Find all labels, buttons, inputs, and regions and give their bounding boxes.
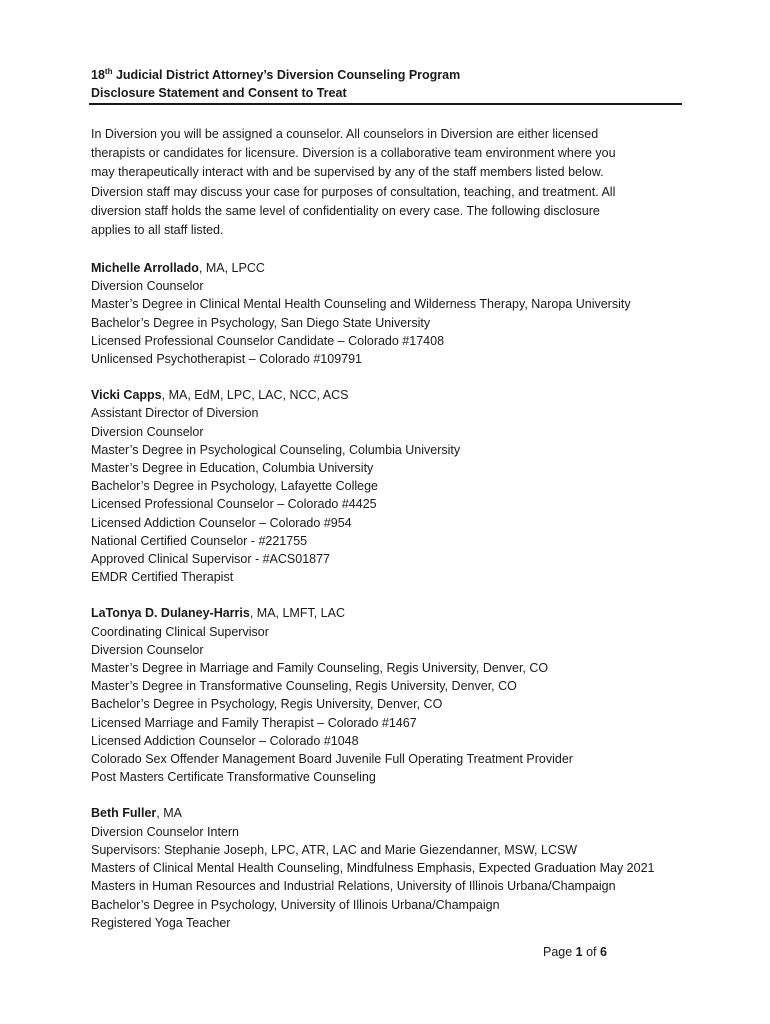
header-divider [89,103,682,105]
staff-detail-line: Colorado Sex Offender Management Board Juvenile Full Operating Treatment Provider [91,752,573,767]
title-ordinal-suffix: th [104,67,113,76]
staff-credentials: , MA [156,806,182,821]
staff-entry [91,259,691,368]
staff-detail-line: Masters of Clinical Mental Health Counseling, Mindfulness Emphasis, Expected Graduation May 2021 [91,861,655,876]
staff-name: Michelle Arrollado [91,261,199,275]
staff-detail-line: Coordinating Clinical Supervisor [91,624,269,639]
staff-detail-line: Supervisors: Stephanie Joseph, LPC, ATR, LAC and Marie Giezendanner, MSW, LCSW [91,842,578,857]
intro-paragraph [91,125,691,240]
staff-detail-line: Diversion Counselor Intern [91,824,239,839]
title-text: Judicial District Attorney’s Diversion Counseling Program [112,68,461,82]
staff-credentials: , MA, LMFT, LAC [249,606,345,621]
staff-detail-line: Licensed Professional Counselor Candidate – Colorado #17408 [91,333,445,348]
staff-detail-line: Master’s Degree in Clinical Mental Health Counseling and Wilderness Therapy, Naropa University [91,297,631,312]
intro-line: may therapeutically interact with and be supervised by any of the staff members listed below. [91,165,604,180]
staff-detail-line: Licensed Professional Counselor – Colorado #4425 [91,497,377,512]
staff-detail-line: Unlicensed Psychotherapist – Colorado #109791 [91,352,363,367]
staff-detail-line: Masters in Human Resources and Industrial Relations, University of Illinois Urbana/Champaign [91,879,616,894]
document-subtitle: Disclosure Statement and Consent to Treat [91,86,347,100]
staff-heading [91,804,691,822]
intro-line: In Diversion you will be assigned a counselor. All counselors in Diversion are either licensed [91,127,599,141]
staff-detail-line: Bachelor’s Degree in Psychology, University of Illinois Urbana/Champaign [91,897,500,912]
staff-detail-line: Approved Clinical Supervisor - #ACS01877 [91,552,331,567]
staff-heading [91,604,691,622]
page-of-label: of [582,945,600,959]
staff-detail-line: Registered Yoga Teacher [91,915,231,930]
staff-name: LaTonya D. Dulaney-Harris [91,606,250,621]
program-title [91,66,681,84]
intro-line: Diversion staff may discuss your case for purposes of consultation, teaching, and treatment. All [91,184,616,199]
staff-detail-line: Diversion Counselor [91,642,204,657]
staff-detail-line: Assistant Director of Diversion [91,406,259,421]
staff-detail-line: EMDR Certified Therapist [91,570,234,585]
staff-heading [91,386,691,404]
staff-detail-line: Licensed Marriage and Family Therapist – Colorado #1467 [91,715,417,730]
staff-name: Beth Fuller [91,806,157,821]
page-number [543,943,607,961]
staff-detail-line: Bachelor’s Degree in Psychology, San Diego State University [91,315,431,330]
staff-detail-line: Post Masters Certificate Transformative Counseling [91,770,376,785]
staff-detail-line: Master’s Degree in Marriage and Family Counseling, Regis University, Denver, CO [91,661,549,676]
page-label: Page [543,945,576,959]
intro-line: diversion staff holds the same level of confidentiality on every case. The following disclosure [91,203,600,218]
staff-credentials: , MA, EdM, LPC, LAC, NCC, ACS [161,388,349,403]
intro-line: therapists or candidates for licensure. Diversion is a collaborative team environment where you [91,146,616,161]
staff-entry [91,604,691,786]
title-ordinal-number: 18 [91,68,105,82]
intro-line: applies to all staff listed. [91,223,224,238]
staff-detail-line: Licensed Addiction Counselor – Colorado #1048 [91,733,359,748]
staff-detail-line: Master’s Degree in Transformative Counseling, Regis University, Denver, CO [91,679,517,694]
staff-detail-line: Diversion Counselor [91,424,204,439]
staff-detail-line: Master’s Degree in Psychological Counseling, Columbia University [91,442,461,457]
staff-list [91,259,691,950]
staff-detail-line: Licensed Addiction Counselor – Colorado #954 [91,515,352,530]
staff-credentials: , MA, LPCC [198,261,265,275]
staff-detail-line: Diversion Counselor [91,279,204,294]
staff-heading [91,259,691,277]
staff-entry [91,804,691,931]
staff-detail-line: Bachelor’s Degree in Psychology, Regis University, Denver, CO [91,697,443,712]
staff-detail-line: Master’s Degree in Education, Columbia University [91,461,374,476]
document-header [91,66,681,102]
staff-detail-line: National Certified Counselor - #221755 [91,533,308,548]
staff-name: Vicki Capps [91,388,162,403]
page-current: 1 [575,945,583,959]
page-total: 6 [600,945,607,959]
staff-detail-line: Bachelor’s Degree in Psychology, Lafayette College [91,479,378,494]
staff-entry [91,386,691,586]
